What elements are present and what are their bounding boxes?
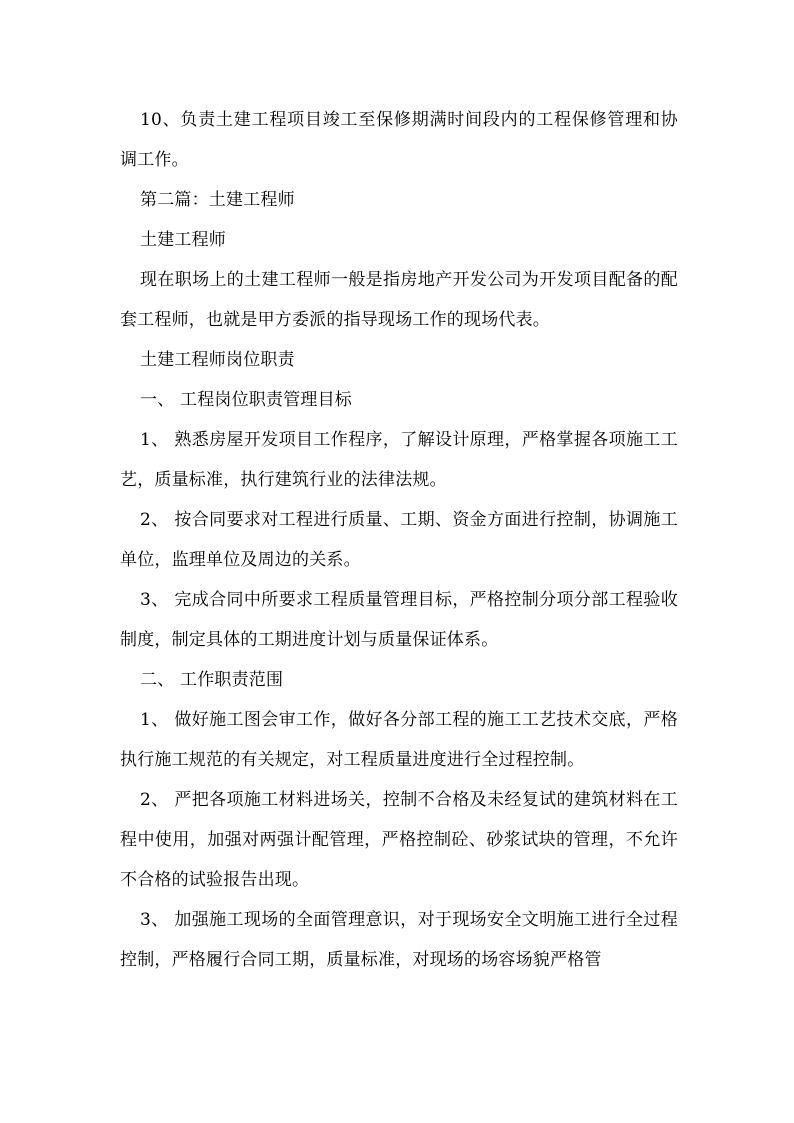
list-item-scope-1: 1、 做好施工图会审工作，做好各分部工程的施工工艺技术交底，严格执行施工规范的有关规定，对工程质量进度进行全过程控制。 <box>120 710 678 770</box>
section-title-civil-engineer: 土建工程师 <box>140 230 226 250</box>
list-item-goal-3: 3、 完成合同中所要求工程质量管理目标，严格控制分项分部工程验收制度，制定具体的工期进度计划与质量保证体系。 <box>120 590 678 650</box>
paragraph-civil-engineer-definition: 现在职场上的土建工程师一般是指房地产开发公司为开发项目配备的配套工程师，也就是甲方委派的指导现场工作的现场代表。 <box>120 270 678 330</box>
section-heading-job-duties: 土建工程师岗位职责 <box>140 350 295 370</box>
heading-scope-of-work: 二、 工作职责范围 <box>140 670 284 690</box>
list-item-scope-3: 3、 加强施工现场的全面管理意识，对于现场安全文明施工进行全过程控制，严格履行合同工期，质量标准，对现场的场容场貌严格管 <box>120 910 678 970</box>
paragraph-warranty-management: 10、负责土建工程项目竣工至保修期满时间段内的工程保修管理和协调工作。 <box>120 110 678 170</box>
list-item-goal-1: 1、 熟悉房屋开发项目工作程序，了解设计原理，严格掌握各项施工工艺，质量标准，执行建筑行业的法律法规。 <box>120 430 678 490</box>
document-body <box>120 100 678 980</box>
heading-management-goals: 一、 工程岗位职责管理目标 <box>140 390 353 410</box>
list-item-goal-2: 2、 按合同要求对工程进行质量、工期、资金方面进行控制，协调施工单位，监理单位及周边的关系。 <box>120 510 678 570</box>
list-item-scope-2: 2、 严把各项施工材料进场关，控制不合格及未经复试的建筑材料在工程中使用，加强对两强计配管理，严格控制砼、砂浆试块的管理，不允许不合格的试验报告出现。 <box>120 790 678 890</box>
section-heading-part-two: 第二篇：土建工程师 <box>140 190 295 210</box>
